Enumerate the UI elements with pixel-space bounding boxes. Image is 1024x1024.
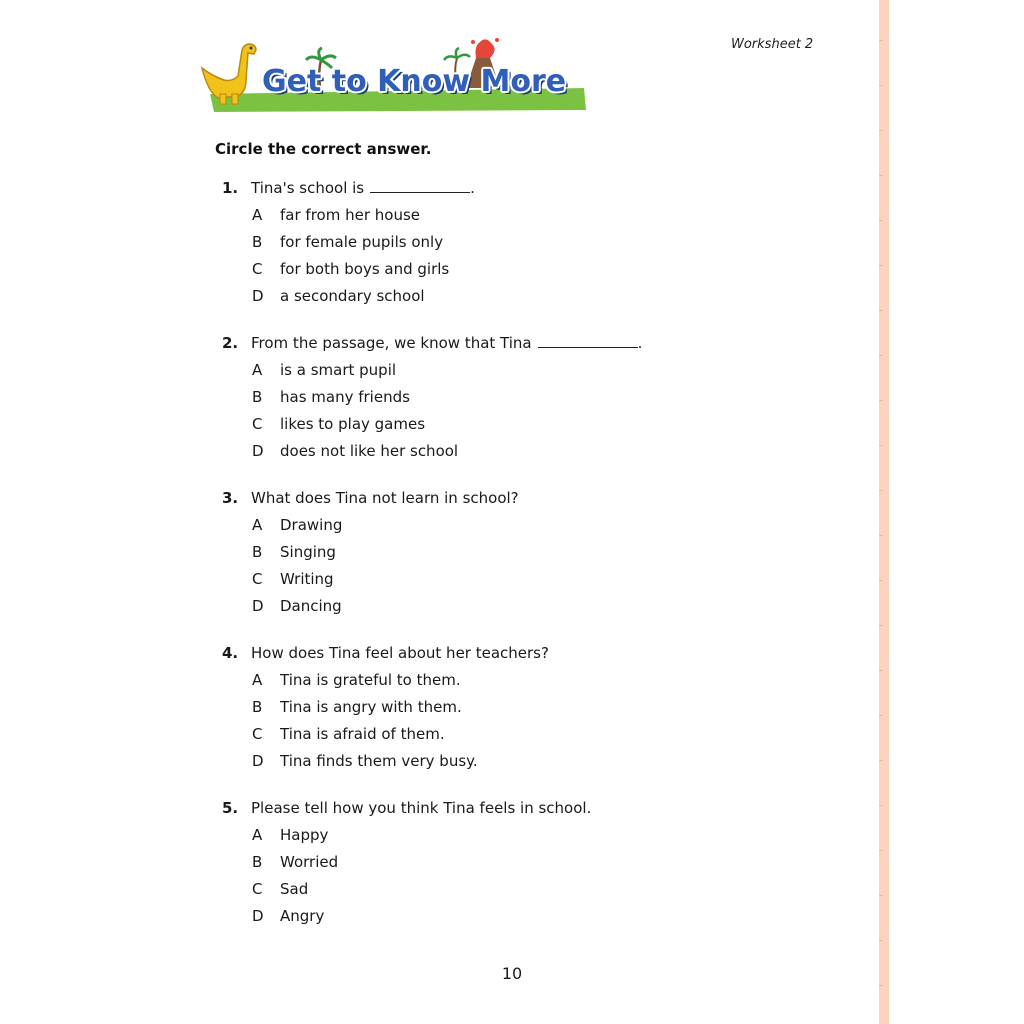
strip-tick <box>879 445 883 446</box>
worksheet-label: Worksheet 2 <box>731 37 814 52</box>
strip-tick <box>879 40 883 41</box>
option-letter: A <box>252 206 263 224</box>
option-list <box>222 361 822 469</box>
option-item[interactable] <box>222 233 822 260</box>
question-text: Tina's school is <box>251 179 365 197</box>
option-text: Singing <box>280 543 336 561</box>
option-text: Tina is grateful to them. <box>280 671 461 689</box>
option-letter: A <box>252 516 263 534</box>
option-text: a secondary school <box>280 287 425 305</box>
option-item[interactable] <box>222 826 822 853</box>
option-letter: B <box>252 543 263 561</box>
strip-tick <box>879 940 883 941</box>
strip-tick <box>879 220 883 221</box>
answer-blank <box>538 335 638 348</box>
question-text: From the passage, we know that Tina <box>251 334 532 352</box>
option-text: has many friends <box>280 388 410 406</box>
option-item[interactable] <box>222 415 822 442</box>
option-text: Happy <box>280 826 329 844</box>
strip-tick <box>879 580 883 581</box>
option-item[interactable] <box>222 698 822 725</box>
option-text: Tina finds them very busy. <box>280 752 478 770</box>
option-text: for female pupils only <box>280 233 444 251</box>
option-letter: D <box>252 907 264 925</box>
strip-tick <box>879 805 883 806</box>
option-item[interactable] <box>222 442 822 469</box>
strip-tick <box>879 625 883 626</box>
option-letter: A <box>252 361 263 379</box>
option-text: Worried <box>280 853 339 871</box>
option-letter: B <box>252 853 263 871</box>
blank-period: . <box>637 334 643 352</box>
page-number-text: 10 <box>501 964 523 983</box>
question-text: How does Tina feel about her teachers? <box>251 644 549 662</box>
option-item[interactable] <box>222 671 822 698</box>
option-list <box>222 206 822 314</box>
option-list <box>222 516 822 624</box>
question-number: 2. <box>222 334 239 352</box>
option-list <box>222 826 822 934</box>
option-letter: C <box>252 725 263 743</box>
option-letter: C <box>252 880 263 898</box>
strip-tick <box>879 85 883 86</box>
option-letter: B <box>252 388 263 406</box>
question-item <box>222 644 822 779</box>
option-item[interactable] <box>222 752 822 779</box>
option-letter: A <box>252 671 263 689</box>
option-text: is a smart pupil <box>280 361 397 379</box>
strip-tick <box>879 760 883 761</box>
option-text: Writing <box>280 570 334 588</box>
get-to-know-more-banner <box>198 36 590 118</box>
option-text: Tina is angry with them. <box>280 698 462 716</box>
option-text: for both boys and girls <box>280 260 450 278</box>
option-text: Drawing <box>280 516 343 534</box>
option-item[interactable] <box>222 260 822 287</box>
question-item <box>222 179 822 314</box>
option-text: Tina is afraid of them. <box>280 725 445 743</box>
option-letter: D <box>252 442 264 460</box>
option-item[interactable] <box>222 880 822 907</box>
strip-tick <box>879 670 883 671</box>
strip-tick <box>879 265 883 266</box>
option-item[interactable] <box>222 725 822 752</box>
strip-tick <box>879 310 883 311</box>
blank-period: . <box>470 179 475 197</box>
option-item[interactable] <box>222 543 822 570</box>
option-item[interactable] <box>222 853 822 880</box>
strip-tick <box>879 400 883 401</box>
option-text: far from her house <box>280 206 420 224</box>
instruction-text: Circle the correct answer. <box>215 140 432 158</box>
option-letter: C <box>252 570 263 588</box>
question-text: Please tell how you think Tina feels in school. <box>251 799 592 817</box>
option-text: Sad <box>280 880 309 898</box>
option-item[interactable] <box>222 361 822 388</box>
question-list <box>222 179 822 954</box>
page-edge-strip <box>879 0 889 1024</box>
question-number: 4. <box>222 644 239 662</box>
strip-tick <box>879 895 883 896</box>
strip-tick <box>879 130 883 131</box>
page-number <box>0 964 1024 983</box>
question-number: 1. <box>222 179 239 197</box>
option-letter: B <box>252 698 263 716</box>
question-item <box>222 334 822 469</box>
option-text: Angry <box>280 907 325 925</box>
option-item[interactable] <box>222 570 822 597</box>
option-item[interactable] <box>222 516 822 543</box>
option-letter: C <box>252 260 263 278</box>
option-list <box>222 671 822 779</box>
option-letter: A <box>252 826 263 844</box>
strip-tick <box>879 715 883 716</box>
option-item[interactable] <box>222 597 822 624</box>
question-item <box>222 489 822 624</box>
strip-tick <box>879 490 883 491</box>
option-item[interactable] <box>222 388 822 415</box>
banner-title: Get to Know More <box>262 64 567 99</box>
strip-tick <box>879 535 883 536</box>
option-letter: B <box>252 233 263 251</box>
question-text: What does Tina not learn in school? <box>251 489 519 507</box>
question-number: 3. <box>222 489 239 507</box>
option-letter: D <box>252 597 264 615</box>
option-item[interactable] <box>222 287 822 314</box>
option-letter: D <box>252 287 264 305</box>
question-item <box>222 799 822 934</box>
strip-tick <box>879 175 883 176</box>
strip-tick <box>879 355 883 356</box>
option-letter: C <box>252 415 263 433</box>
answer-blank <box>370 180 470 193</box>
option-text: likes to play games <box>280 415 426 433</box>
option-letter: D <box>252 752 264 770</box>
option-text: Dancing <box>280 597 342 615</box>
question-number: 5. <box>222 799 239 817</box>
option-text: does not like her school <box>280 442 459 460</box>
option-item[interactable] <box>222 907 822 934</box>
strip-tick <box>879 985 883 986</box>
strip-tick <box>879 850 883 851</box>
option-item[interactable] <box>222 206 822 233</box>
